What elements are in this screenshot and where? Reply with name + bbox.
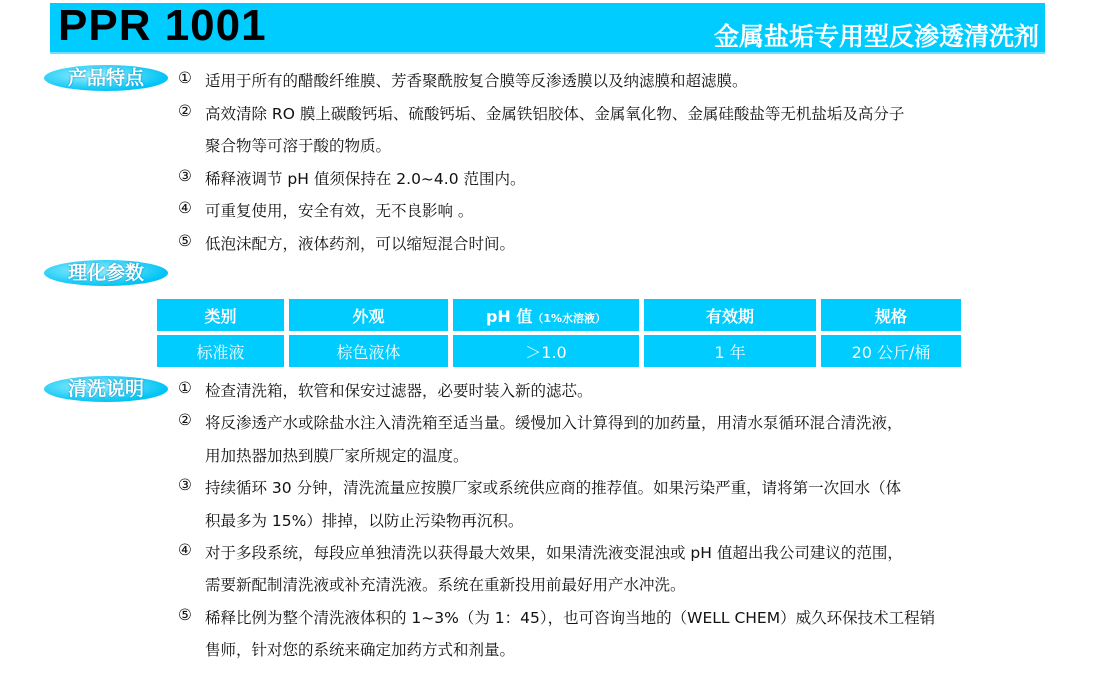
- table-header-row: [157, 299, 961, 331]
- ph-label: pH 值: [485, 306, 533, 326]
- item-text: 聚合物等可溶于酸的物质。: [205, 137, 392, 155]
- product-subtitle: 金属盐垢专用型反渗透清洗剂: [713, 22, 1039, 51]
- cell: 20 公斤/桶: [821, 335, 961, 367]
- item-number: ⑤: [178, 605, 192, 624]
- cell: 1 年: [644, 335, 816, 367]
- col-header: [453, 299, 639, 331]
- item-text: 需要新配制清洗液或补充清洗液。系统在重新投用前最好用产水冲洗。: [205, 576, 686, 595]
- product-code: PPR 1001: [58, 1, 267, 50]
- cleaning-badge: 清洗说明: [44, 376, 168, 402]
- col-header: 有效期: [644, 299, 816, 331]
- item-text: 售师，针对您的系统来确定加药方式和剂量。: [205, 641, 516, 660]
- item-number: ①: [178, 379, 192, 397]
- item-text: 检查清洗箱，软管和保安过滤器，必要时装入新的滤芯。: [205, 382, 593, 400]
- item-text: 将反渗透产水或除盐水注入清洗箱至适当量。缓慢加入计算得到的加药量，用清水泵循环混合清洗液，: [205, 414, 903, 433]
- item-number: ⑤: [178, 231, 192, 250]
- table-row: [157, 335, 961, 367]
- item-text: 用加热器加热到膜厂家所规定的温度。: [205, 446, 469, 465]
- item-number: ④: [178, 541, 192, 559]
- properties-badge: 理化参数: [44, 260, 168, 286]
- col-header: 外观: [289, 299, 448, 331]
- cell: 棕色液体: [289, 335, 448, 367]
- col-header: 类别: [157, 299, 284, 331]
- item-number: ①: [178, 69, 192, 87]
- item-number: ②: [178, 101, 192, 120]
- item-text: 稀释比例为整个清洗液体积的 1~3%（为 1：45），也可咨询当地的（WELL CHEM）威久环保技术工程销: [205, 608, 936, 627]
- item-text: 高效清除 RO 膜上碳酸钙垢、硫酸钙垢、金属铁铝胶体、金属氧化物、金属硅酸盐等无机盐垢及高分子: [205, 104, 905, 123]
- cell: 标准液: [157, 335, 284, 367]
- item-text: 可重复使用，安全有效，无不良影响 。: [205, 202, 474, 220]
- features-badge: 产品特点: [44, 65, 168, 91]
- item-text: 持续循环 30 分钟，清洗流量应按膜厂家或系统供应商的推荐值。如果污染严重，请将第一次回水（体: [205, 479, 902, 498]
- ph-note: （1%水溶液）: [532, 311, 607, 325]
- item-number: ③: [178, 476, 192, 495]
- item-number: ②: [178, 411, 192, 430]
- item-text: 低泡沫配方，液体药剂，可以缩短混合时间。: [205, 234, 516, 253]
- col-header: 规格: [821, 299, 961, 331]
- item-text: 适用于所有的醋酸纤维膜、芳香聚酰胺复合膜等反渗透膜以及纳滤膜和超滤膜。: [205, 72, 748, 90]
- item-text: 稀释液调节 pH 值须保持在 2.0~4.0 范围内。: [205, 169, 526, 188]
- properties-table: [152, 295, 966, 371]
- item-number: ③: [178, 166, 192, 185]
- item-number: ④: [178, 199, 192, 217]
- item-text: 积最多为 15%）排掉，以防止污染物再沉积。: [205, 511, 524, 530]
- cell: ＞1.0: [453, 335, 639, 367]
- item-text: 对于多段系统，每段应单独清洗以获得最大效果，如果清洗液变混浊或 pH 值超出我公司建议的范围，: [205, 544, 903, 562]
- header-banner: [50, 3, 1045, 54]
